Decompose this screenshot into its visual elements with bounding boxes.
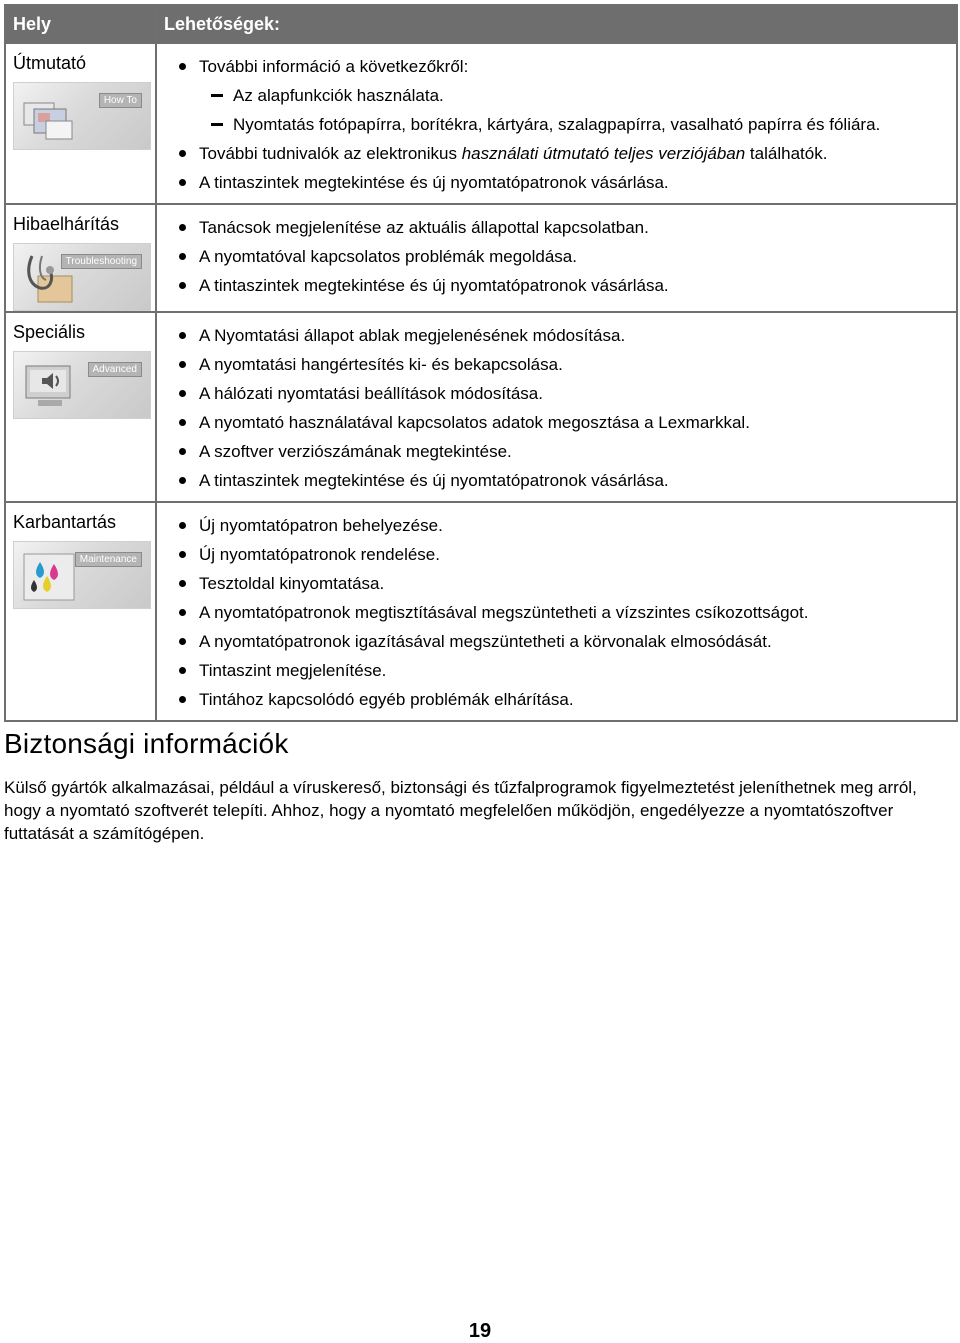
place-cell bbox=[5, 312, 156, 502]
item-text-emphasis: használati útmutató teljes verziójában bbox=[461, 144, 746, 163]
item-text: A nyomtatópatronok igazításával megszüntetheti a körvonalak elmosódását. bbox=[199, 632, 772, 651]
item-text: A nyomtató használatával kapcsolatos adatok megosztása a Lexmarkkal. bbox=[199, 413, 750, 432]
item-text: A nyomtatási hangértesítés ki- és bekapcsolása. bbox=[199, 355, 563, 374]
list-item bbox=[171, 271, 956, 300]
item-text: A szoftver verziószámának megtekintése. bbox=[199, 442, 512, 461]
list-item bbox=[171, 569, 956, 598]
page-number: 19 bbox=[468, 1320, 492, 1342]
place-name: Hibaelhárítás bbox=[13, 214, 120, 234]
list-item bbox=[171, 379, 956, 408]
item-text: További információ a következőkről: bbox=[199, 57, 469, 76]
place-name: Útmutató bbox=[13, 53, 87, 73]
column-header-options: Lehetőségek: bbox=[156, 5, 957, 43]
options-cell bbox=[156, 502, 957, 721]
item-text: A tintaszintek megtekintése és új nyomtatópatronok vásárlása. bbox=[199, 471, 669, 490]
sub-list-item bbox=[171, 81, 956, 110]
item-text: Új nyomtatópatron behelyezése. bbox=[199, 516, 443, 535]
bullet-marker bbox=[179, 179, 186, 186]
bullet-marker bbox=[179, 638, 186, 645]
options-cell bbox=[156, 204, 957, 312]
thumbnail-label: Maintenance bbox=[75, 552, 142, 567]
bullet-marker bbox=[179, 390, 186, 397]
place-name: Speciális bbox=[13, 322, 86, 342]
item-text: A nyomtatópatronok megtisztításával megszüntetheti a vízszintes csíkozottságot. bbox=[199, 603, 809, 622]
stethoscope-icon bbox=[13, 243, 151, 311]
bullet-marker bbox=[179, 253, 186, 260]
options-cell bbox=[156, 312, 957, 502]
item-text: A hálózati nyomtatási beállítások módosítása. bbox=[199, 384, 543, 403]
thumbnail-label: Troubleshooting bbox=[61, 254, 142, 269]
bullet-marker bbox=[179, 448, 186, 455]
table-row bbox=[5, 43, 957, 204]
bullet-marker bbox=[179, 609, 186, 616]
item-text: A tintaszintek megtekintése és új nyomtatópatronok vásárlása. bbox=[199, 173, 669, 192]
item-text: A tintaszintek megtekintése és új nyomtatópatronok vásárlása. bbox=[199, 276, 669, 295]
list-item bbox=[171, 598, 956, 627]
list-item bbox=[171, 685, 956, 714]
list-item bbox=[171, 466, 956, 495]
column-header-place: Hely bbox=[5, 5, 156, 43]
section-heading: Biztonsági információk bbox=[4, 728, 289, 759]
bullet-marker bbox=[179, 150, 186, 157]
list-item bbox=[171, 656, 956, 685]
item-text: A Nyomtatási állapot ablak megjelenésének módosítása. bbox=[199, 326, 626, 345]
list-item bbox=[171, 242, 956, 271]
item-text: Tesztoldal kinyomtatása. bbox=[199, 574, 385, 593]
list-item bbox=[171, 511, 956, 540]
item-text-post: találhatók. bbox=[745, 144, 828, 163]
bullet-marker bbox=[179, 551, 186, 558]
bullet-marker bbox=[179, 696, 186, 703]
dash-marker bbox=[211, 94, 223, 97]
list-item bbox=[171, 321, 956, 350]
item-text: Tintához kapcsolódó egyéb problémák elhárítása. bbox=[199, 690, 574, 709]
photo-papers-icon bbox=[13, 82, 151, 150]
bullet-marker bbox=[179, 580, 186, 587]
list-item bbox=[171, 52, 956, 81]
bullet-marker bbox=[179, 361, 186, 368]
table-row bbox=[5, 312, 957, 502]
bullet-marker bbox=[179, 282, 186, 289]
item-text-pre: További tudnivalók az elektronikus bbox=[199, 144, 462, 163]
thumbnail-label: How To bbox=[99, 93, 142, 108]
bullet-marker bbox=[179, 224, 186, 231]
place-cell bbox=[5, 204, 156, 312]
options-list bbox=[157, 313, 956, 501]
bullet-marker bbox=[179, 667, 186, 674]
bullet-marker bbox=[179, 332, 186, 339]
table-row bbox=[5, 502, 957, 721]
sub-list-item bbox=[171, 110, 956, 139]
bullet-marker bbox=[179, 522, 186, 529]
item-text: Új nyomtatópatronok rendelése. bbox=[199, 545, 440, 564]
place-cell bbox=[5, 502, 156, 721]
bullet-marker bbox=[179, 477, 186, 484]
item-text: Az alapfunkciók használata. bbox=[233, 86, 444, 105]
place-name: Karbantartás bbox=[13, 512, 117, 532]
thumbnail-label: Advanced bbox=[88, 362, 142, 377]
table-row bbox=[5, 204, 957, 312]
ink-drops-icon bbox=[13, 541, 151, 609]
item-text: Tanácsok megjelenítése az aktuális állapottal kapcsolatban. bbox=[199, 218, 649, 237]
list-item bbox=[171, 168, 956, 197]
list-item bbox=[171, 408, 956, 437]
item-text: Tintaszint megjelenítése. bbox=[199, 661, 387, 680]
list-item bbox=[171, 139, 956, 168]
item-text: Nyomtatás fotópapírra, borítékra, kártyára, szalagpapírra, vasalható papírra és fóliára. bbox=[233, 115, 881, 134]
speaker-icon bbox=[13, 351, 151, 419]
dash-marker bbox=[211, 123, 223, 126]
place-cell bbox=[5, 43, 156, 204]
list-item bbox=[171, 213, 956, 242]
options-table bbox=[4, 4, 958, 722]
options-list bbox=[157, 503, 956, 720]
table-header-row bbox=[5, 5, 957, 43]
list-item bbox=[171, 437, 956, 466]
list-item bbox=[171, 350, 956, 379]
list-item bbox=[171, 540, 956, 569]
options-list bbox=[157, 44, 956, 203]
bullet-marker bbox=[179, 419, 186, 426]
options-cell bbox=[156, 43, 957, 204]
list-item bbox=[171, 627, 956, 656]
safety-paragraph: Külső gyártók alkalmazásai, például a víruskereső, biztonsági és tűzfalprogramok figyelmeztetést jeleníthetnek meg arról, hogy a nyomtató szoftverét telepíti. Ahhoz, hogy a nyomtató megfelelően működjön, engedélyezze a nyomtatószoftver futtatását a számítógépen. bbox=[4, 778, 917, 843]
item-text: A nyomtatóval kapcsolatos problémák megoldása. bbox=[199, 247, 577, 266]
options-list bbox=[157, 205, 956, 306]
bullet-marker bbox=[179, 63, 186, 70]
